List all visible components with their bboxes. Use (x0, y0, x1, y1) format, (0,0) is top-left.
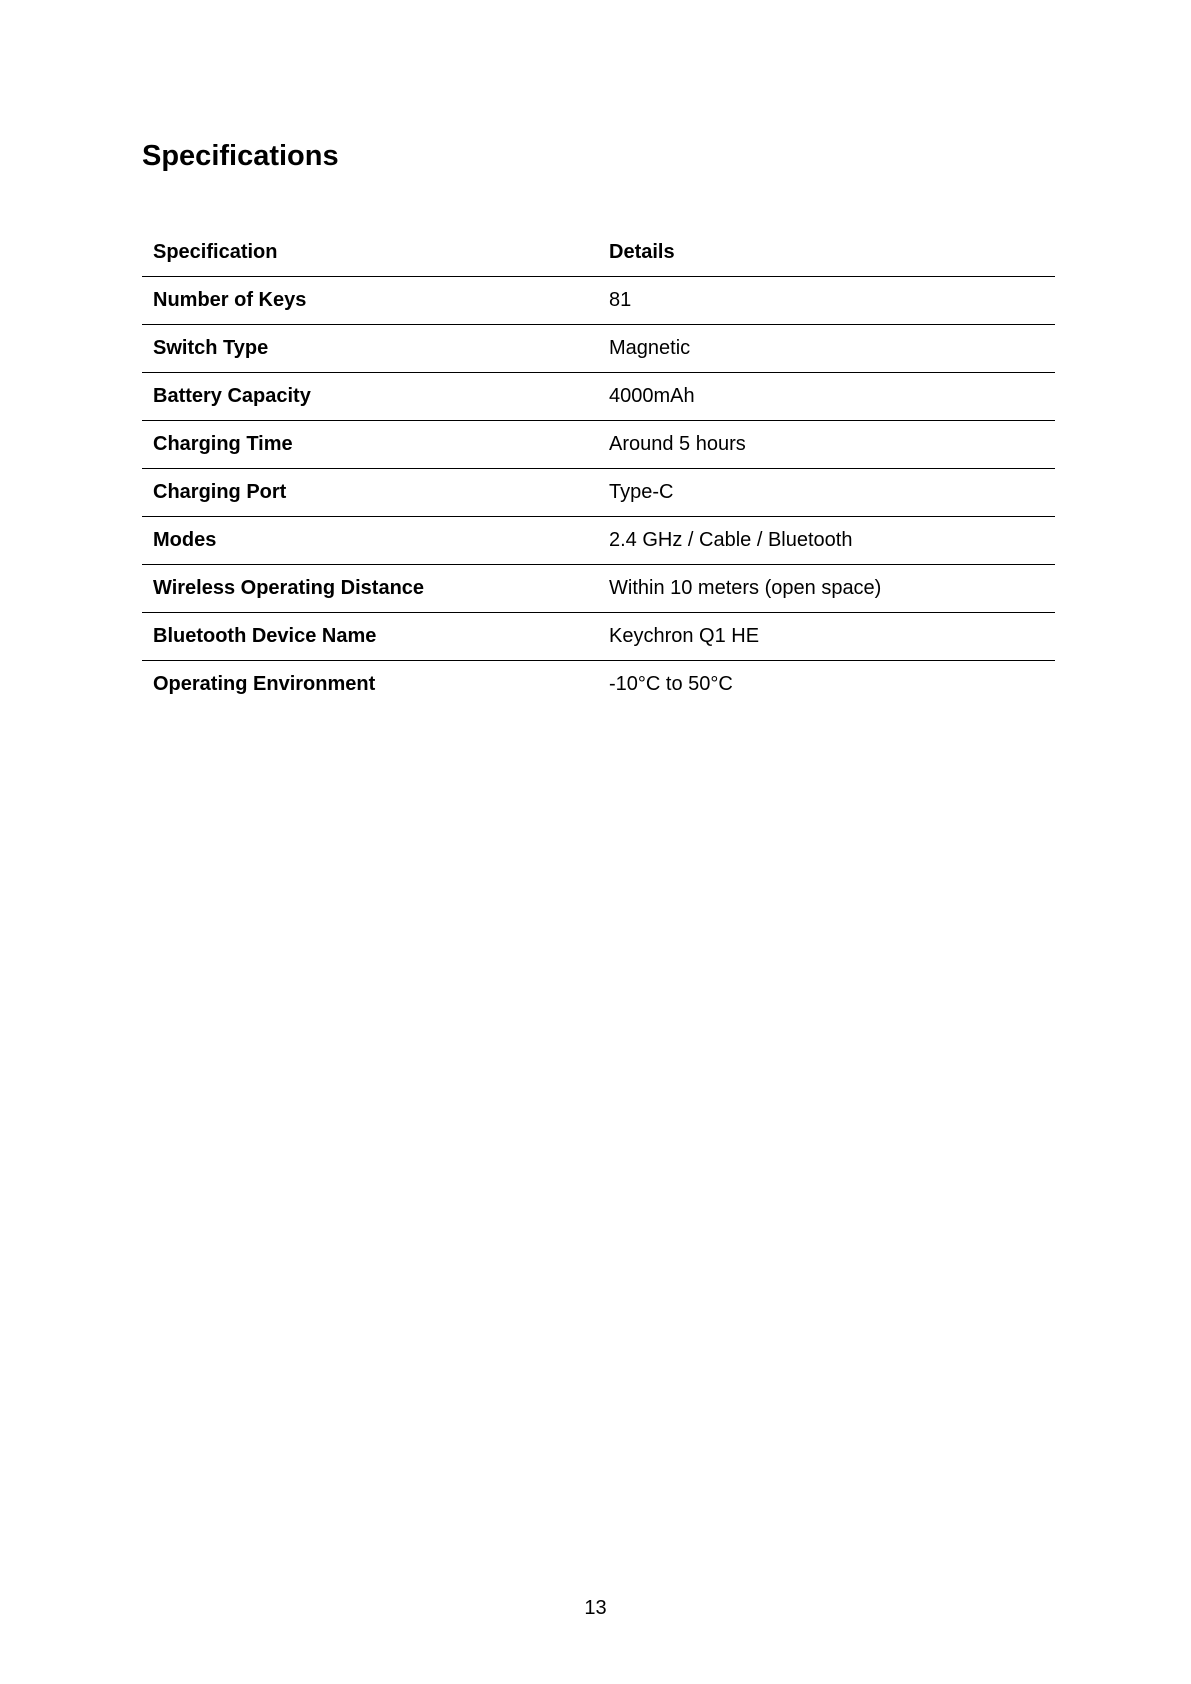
table-row (142, 325, 1055, 373)
column-header-details: Details (609, 240, 675, 263)
table-row (142, 421, 1055, 469)
spec-value: 2.4 GHz / Cable / Bluetooth (598, 517, 1055, 565)
spec-name: Switch Type (142, 325, 598, 373)
table-row (142, 469, 1055, 517)
table-row (142, 661, 1055, 709)
spec-value: Type-C (598, 469, 1055, 517)
page-title: Specifications (142, 140, 339, 172)
spec-name: Charging Time (142, 421, 598, 469)
spec-name: Operating Environment (142, 661, 598, 709)
spec-name: Number of Keys (142, 277, 598, 325)
column-header-specification: Specification (153, 240, 278, 263)
specifications-table (142, 228, 1055, 708)
table-row (142, 373, 1055, 421)
table-header-row (142, 228, 1055, 277)
spec-name: Modes (142, 517, 598, 565)
spec-name: Bluetooth Device Name (142, 613, 598, 661)
spec-value: 4000mAh (598, 373, 1055, 421)
spec-value: Within 10 meters (open space) (598, 565, 1055, 613)
spec-name: Wireless Operating Distance (142, 565, 598, 613)
table-row (142, 517, 1055, 565)
table-row (142, 565, 1055, 613)
spec-name: Charging Port (142, 469, 598, 517)
spec-value: Keychron Q1 HE (598, 613, 1055, 661)
spec-value: 81 (598, 277, 1055, 325)
table-row (142, 613, 1055, 661)
page-number: 13 (584, 1597, 607, 1619)
spec-value: Around 5 hours (598, 421, 1055, 469)
spec-value: Magnetic (598, 325, 1055, 373)
spec-value: -10°C to 50°C (598, 661, 1055, 709)
table-row (142, 277, 1055, 325)
spec-name: Battery Capacity (142, 373, 598, 421)
